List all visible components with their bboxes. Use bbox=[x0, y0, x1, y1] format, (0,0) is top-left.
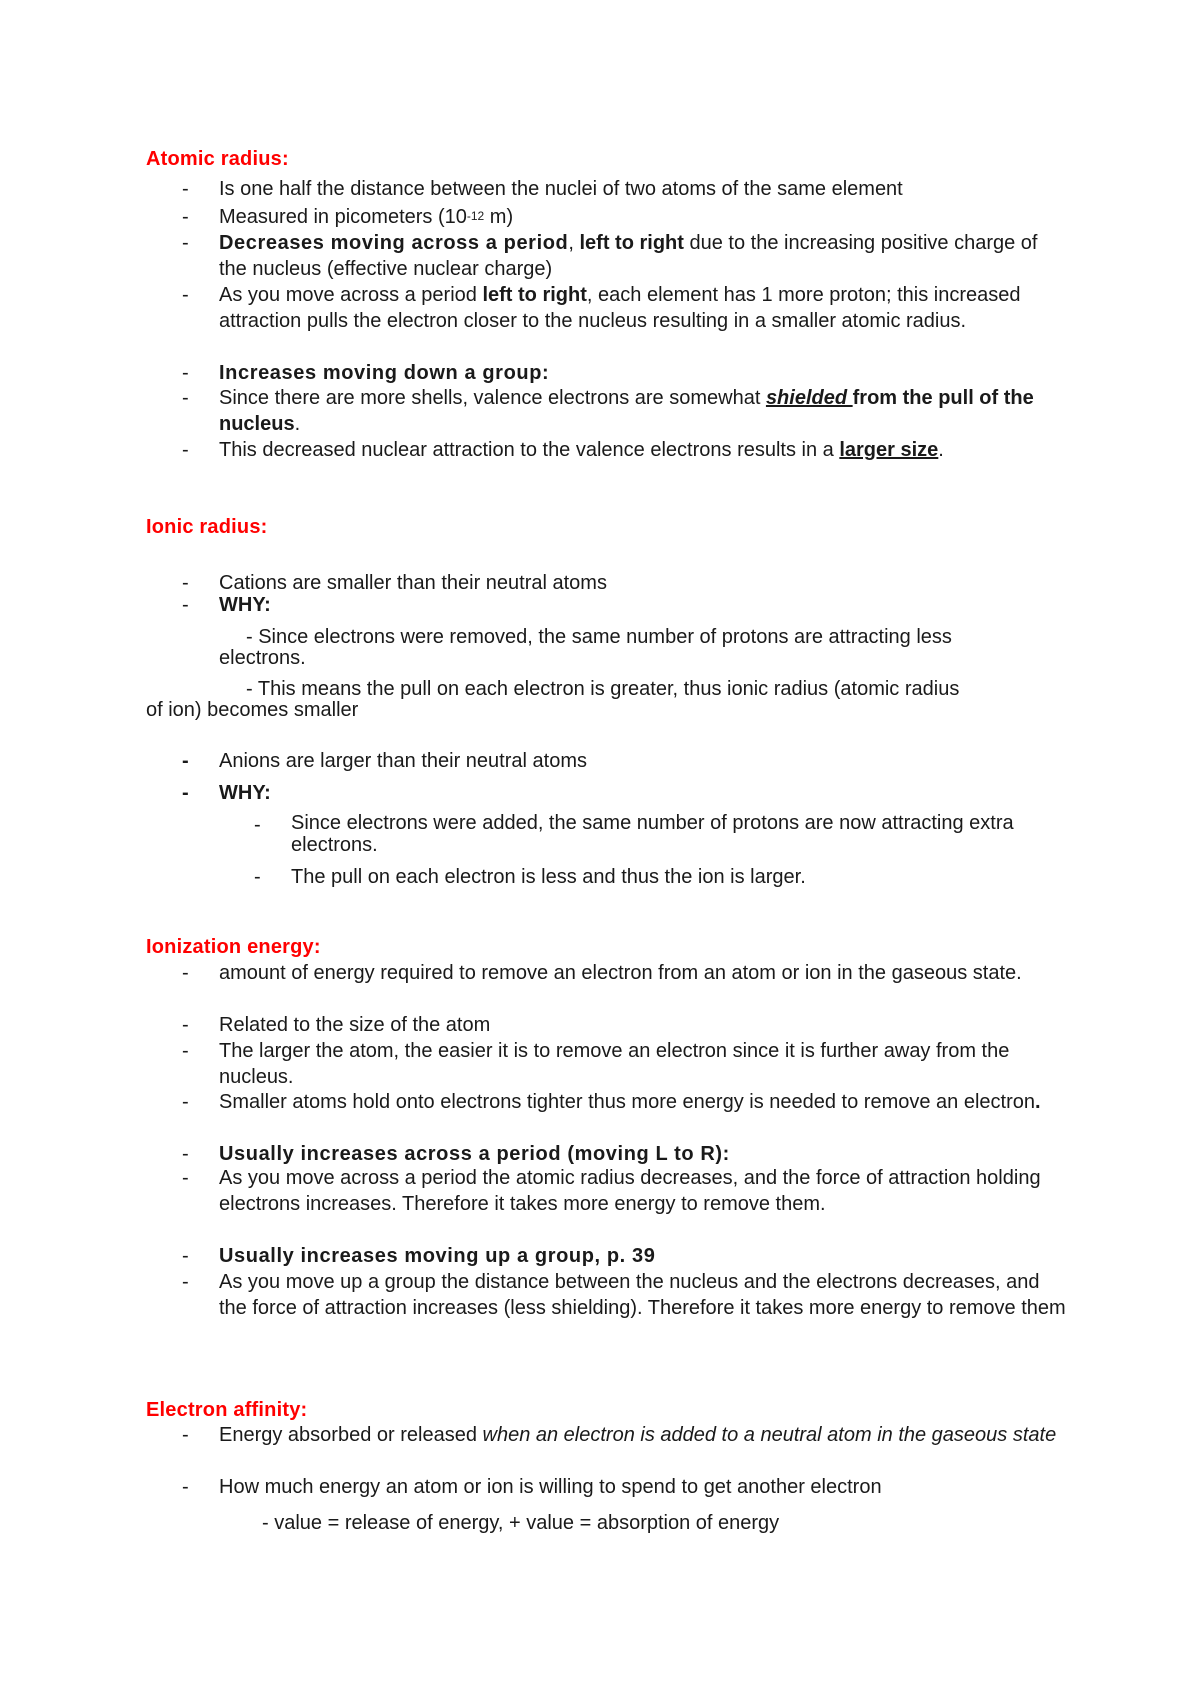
section-heading-ionic-radius: Ionic radius: bbox=[146, 516, 268, 538]
list-item: - As you move across a period the atomic radius decreases, and the force of attraction holding electrons increases. Therefore it takes more energy to remove them. bbox=[182, 1167, 1041, 1215]
list-item: - This decreased nuclear attraction to the valence electrons results in a larger size. bbox=[182, 439, 944, 461]
list-item: - Anions are larger than their neutral atoms bbox=[182, 750, 587, 772]
list-item: - Increases moving down a group: bbox=[182, 362, 550, 384]
explanation-line: - value = release of energy, + value = absorption of energy bbox=[262, 1512, 780, 1534]
list-item: - Smaller atoms hold onto electrons tighter thus more energy is needed to remove an electron. bbox=[182, 1091, 1041, 1113]
list-item: - Is one half the distance between the nuclei of two atoms of the same element bbox=[182, 178, 903, 200]
list-item: - WHY: bbox=[182, 594, 271, 616]
section-heading-ionization-energy: Ionization energy: bbox=[146, 936, 321, 958]
list-item: - As you move up a group the distance between the nucleus and the electrons decreases, and the force of attraction increases (less shielding). Therefore it takes more energy to remove them bbox=[182, 1271, 1066, 1319]
sub-list-item: - Since electrons were added, the same number of protons are now attracting extra electrons. bbox=[254, 812, 1014, 856]
explanation-line: electrons. bbox=[219, 647, 306, 669]
list-item: - How much energy an atom or ion is willing to spend to get another electron bbox=[182, 1476, 882, 1498]
explanation-line: of ion) becomes smaller bbox=[146, 699, 359, 721]
list-item: - Related to the size of the atom bbox=[182, 1014, 491, 1036]
list-item: - Usually increases moving up a group, p. 39 bbox=[182, 1245, 656, 1267]
list-item: - WHY: bbox=[182, 782, 271, 804]
list-item: - Measured in picometers ($10^{-12}$ m) bbox=[182, 206, 514, 228]
explanation-line: - This means the pull on each electron is greater, thus ionic radius (atomic radius bbox=[246, 678, 960, 700]
list-item: - Cations are smaller than their neutral atoms bbox=[182, 572, 607, 594]
list-item: - amount of energy required to remove an electron from an atom or ion in the gaseous state. bbox=[182, 962, 1022, 984]
section-heading-electron-affinity: Electron affinity: bbox=[146, 1399, 308, 1421]
list-item: - Energy absorbed or released when an electron is added to a neutral atom in the gaseous state bbox=[182, 1424, 1057, 1446]
section-heading-atomic-radius: Atomic radius: bbox=[146, 148, 289, 170]
list-item: - As you move across a period left to right, each element has 1 more proton; this increased attraction pulls the electron closer to the nucleus resulting in a smaller atomic radius. bbox=[182, 284, 1021, 332]
sub-list-item: - The pull on each electron is less and thus the ion is larger. bbox=[254, 866, 806, 888]
list-item: - Since there are more shells, valence electrons are somewhat shielded from the pull of the nucleus. bbox=[182, 387, 1034, 435]
list-item: - Usually increases across a period (moving L to R): bbox=[182, 1143, 730, 1165]
list-item: - The larger the atom, the easier it is to remove an electron since it is further away from the nucleus. bbox=[182, 1040, 1010, 1088]
explanation-line: - Since electrons were removed, the same number of protons are attracting less bbox=[246, 626, 952, 648]
list-item: - Decreases moving across a period, left to right due to the increasing positive charge of the nucleus (effective nuclear charge) bbox=[182, 232, 1038, 280]
